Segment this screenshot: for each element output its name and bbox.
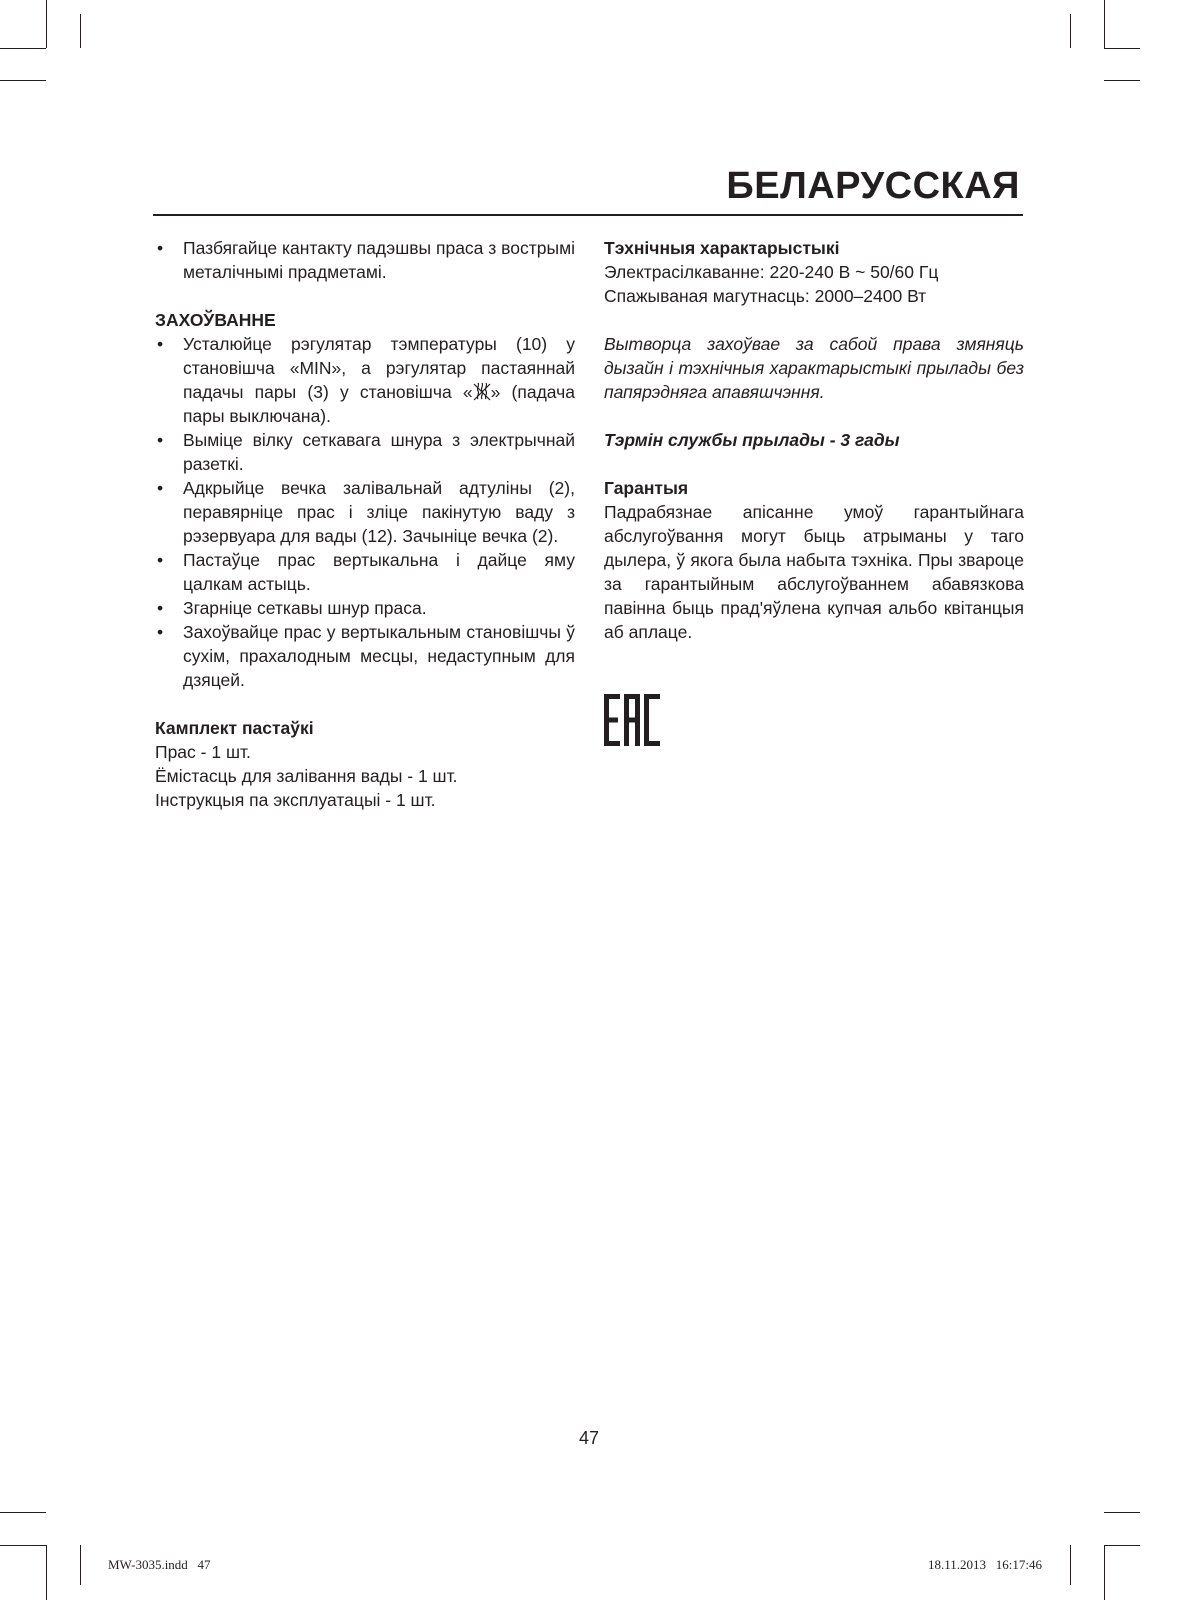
crop-mark	[1070, 1545, 1071, 1585]
disclaimer: Вытворца захоўвае за сабой права змяняць дызайн і тэхнічныя характарыстыкі прылады без папярэдняга апавяшчэння.	[604, 334, 1024, 402]
crop-mark	[46, 1545, 47, 1600]
crop-mark	[1104, 1545, 1105, 1600]
right-column	[604, 236, 1024, 644]
list-item: • Выміце вілку сеткавага шнура з электрычнай разеткі.	[155, 428, 575, 476]
storage-step-text: Усталюйце рэгулятар тэмпературы (10) у становішча «MIN», а рэгулятар пастаяннай падачы пары (3) у становішча «	[183, 334, 575, 402]
spec-line: Электрасілкаванне: 220-240 В ~ 50/60 Гц	[604, 262, 939, 282]
warranty-text: Падрабязнае апісанне умоў гарантыйнага абслугоўвання могут быць атрыманы у таго дылера, ў якога была набыта тэхніка. Пры звароце за гарантыйным абслугоўваннем абавязкова павінна быць прад'яўлена купчая альбо квітанцыя аб аплаце.	[604, 502, 1024, 642]
kit-item: Інструкцыя па эксплуатацыі - 1 шт.	[155, 790, 436, 810]
crop-mark	[46, 0, 47, 48]
left-column	[155, 236, 575, 812]
kit-item: Ёмістасць для залівання вады - 1 шт.	[155, 766, 458, 786]
print-timestamp: 18.11.2013 16:17:46	[928, 1557, 1042, 1572]
list-item: • Згарніце сеткавы шнур праса.	[155, 596, 575, 620]
crop-mark	[80, 1545, 81, 1585]
kit-heading: Камплект пастаўкі	[155, 718, 314, 738]
storage-list	[155, 332, 575, 692]
crop-mark	[0, 1545, 46, 1546]
list-item: • Пастаўце прас вертыкальна і дайце яму цалкам астыць.	[155, 548, 575, 596]
intro-list	[155, 236, 575, 284]
file-slug: MW-3035.indd 47	[108, 1557, 211, 1572]
crop-mark	[0, 1512, 46, 1513]
header-rule	[153, 214, 1023, 216]
crop-mark	[1104, 48, 1140, 49]
eac-logo	[604, 694, 660, 746]
crop-mark	[1104, 1512, 1140, 1513]
kit-item: Прас - 1 шт.	[155, 742, 251, 762]
warranty-heading: Гарантыя	[604, 478, 689, 498]
crop-mark	[0, 80, 46, 81]
service-life: Тэрмін службы прылады - 3 гады	[604, 430, 900, 450]
list-item: • Захоўвайце прас у вертыкальным становішчы ў сухім, прахалодным месцы, недаступным для дзяцей.	[155, 620, 575, 692]
crop-mark	[1104, 1545, 1140, 1546]
page-number: 47	[578, 1428, 600, 1448]
storage-heading: ЗАХОЎВАННЕ	[155, 310, 276, 330]
crop-mark	[0, 48, 46, 49]
crop-mark	[1104, 80, 1140, 81]
list-item: • Пазбягайце кантакту падэшвы праса з вострымі металічнымі прадметамі.	[155, 236, 575, 284]
page-title: БЕЛАРУССКАЯ	[726, 165, 1020, 207]
crop-mark	[80, 14, 81, 48]
list-item	[155, 332, 575, 428]
spec-line: Спажываная магутнасць: 2000–2400 Вт	[604, 286, 927, 306]
storage-step-text: » (падача пары выключана).	[183, 382, 576, 426]
list-item: • Адкрыйце вечка залівальнай адтуліны (2), перавярніце прас і зліце пакінутую ваду з рэзервуара для вады (12). Зачыніце вечка (2).	[155, 476, 575, 548]
steam-off-icon	[473, 382, 491, 402]
specs-heading: Тэхнічныя характарыстыкі	[604, 238, 840, 258]
crop-mark	[1070, 14, 1071, 48]
crop-mark	[1104, 0, 1105, 48]
